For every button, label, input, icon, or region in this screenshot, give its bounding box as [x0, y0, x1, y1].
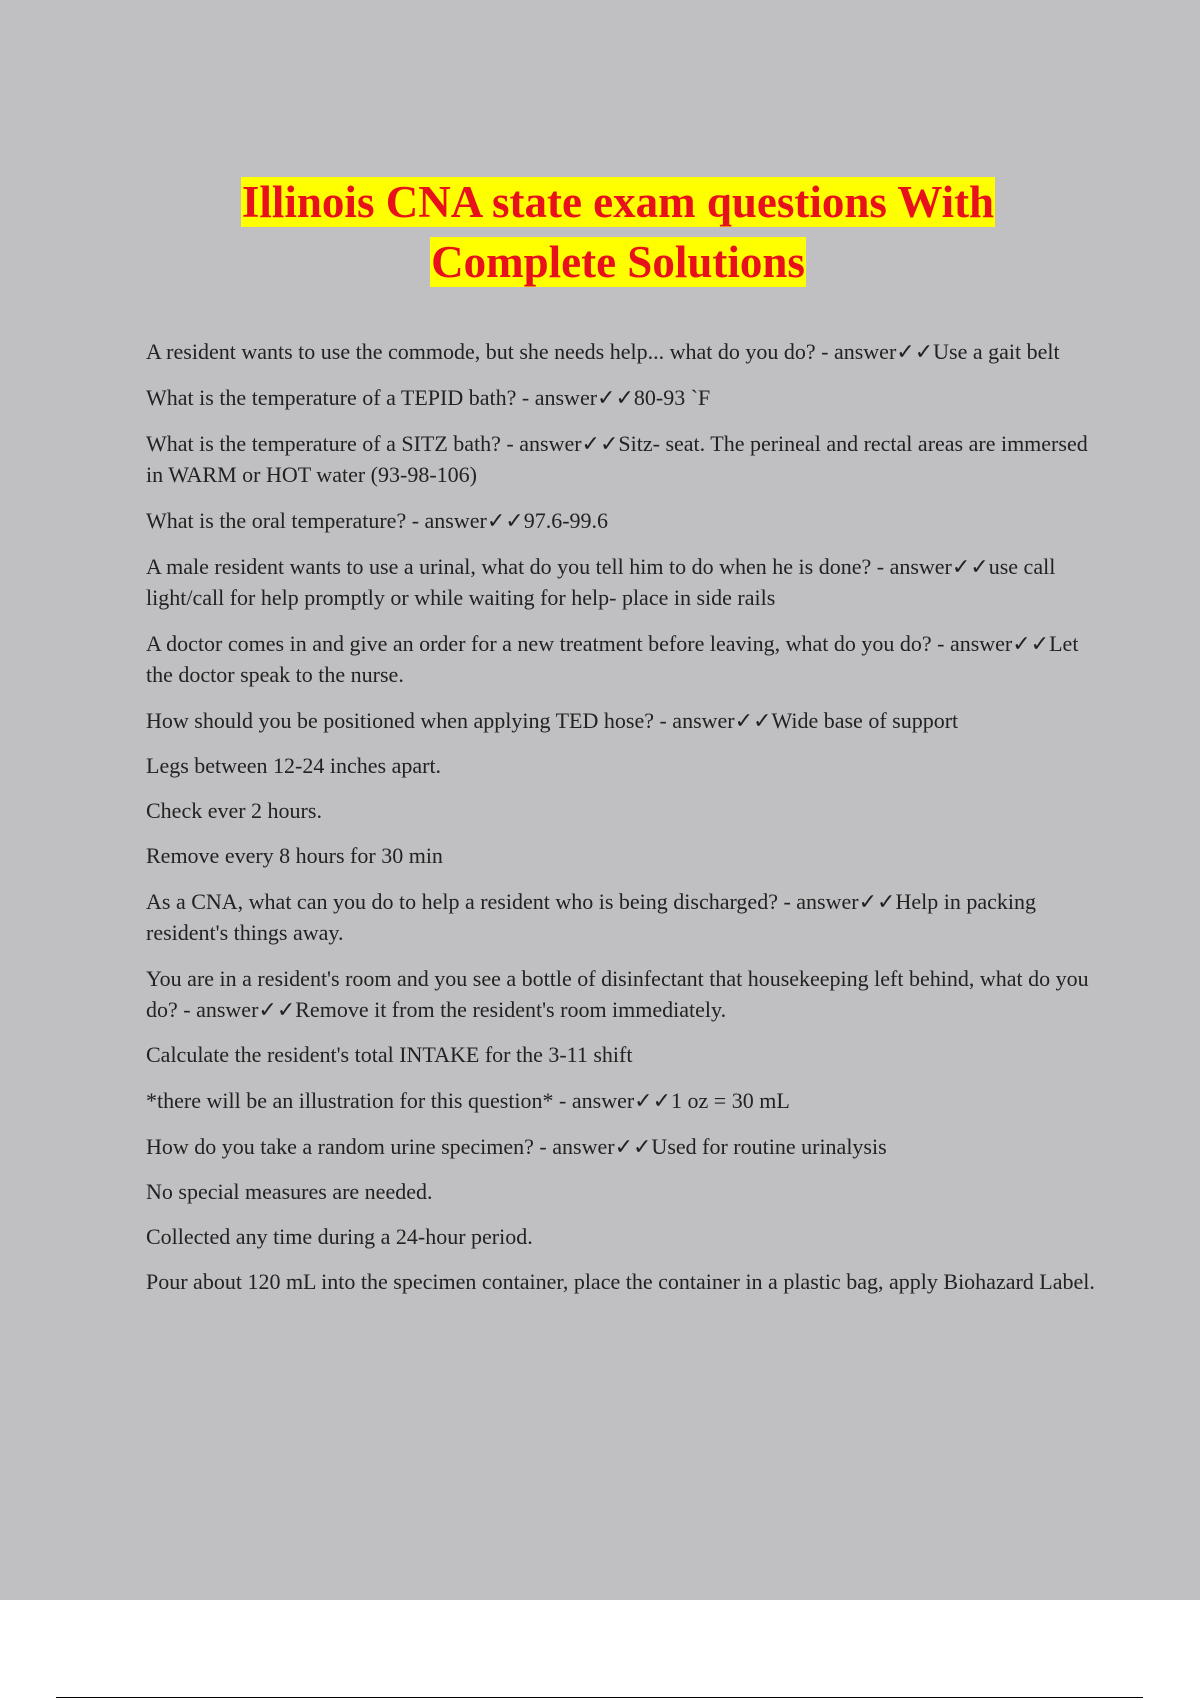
paragraph: Check ever 2 hours. — [146, 798, 322, 823]
title-line-1: Illinois CNA state exam questions With — [241, 177, 995, 227]
paragraph: Collected any time during a 24-hour period. — [146, 1224, 533, 1249]
paragraph: Remove every 8 hours for 30 min — [146, 843, 443, 868]
paragraph: How do you take a random urine specimen? - answer✓✓Used for routine urinalysis — [146, 1134, 887, 1159]
document-title — [0, 172, 1200, 292]
paragraph: A resident wants to use the commode, but she needs help... what do you do? - answer✓✓Use a gait belt — [146, 339, 1060, 364]
footer-divider — [56, 1697, 1143, 1698]
paragraph: You are in a resident's room and you see a bottle of disinfectant that housekeeping left behind, what do you do? - answer✓✓Remove it from the resident's room immediately. — [146, 966, 1089, 1022]
paragraph: What is the temperature of a SITZ bath? - answer✓✓Sitz- seat. The perineal and rectal areas are immersed in WARM or HOT water (93-98-106) — [146, 431, 1088, 487]
paragraph: How should you be positioned when applying TED hose? - answer✓✓Wide base of support — [146, 708, 959, 733]
paragraph: What is the temperature of a TEPID bath? - answer✓✓80-93 `F — [146, 385, 711, 410]
paragraph: As a CNA, what can you do to help a resident who is being discharged? - answer✓✓Help in packing resident's things away. — [146, 889, 1036, 945]
paragraph: A male resident wants to use a urinal, what do you tell him to do when he is done? - answer✓✓use call light/call for help promptly or while waiting for help- place in side rails — [146, 554, 1056, 610]
paragraph: Legs between 12-24 inches apart. — [146, 753, 442, 778]
title-line-2: Complete Solutions — [431, 237, 805, 287]
paragraph: What is the oral temperature? - answer✓✓97.6-99.6 — [146, 508, 609, 533]
document-body — [146, 336, 1096, 1312]
paragraph: A doctor comes in and give an order for a new treatment before leaving, what do you do? - answer✓✓Let the doctor speak to the nurse. — [146, 631, 1079, 687]
paragraph: Calculate the resident's total INTAKE for the 3-11 shift — [146, 1042, 633, 1067]
paragraph: Pour about 120 mL into the specimen container, place the container in a plastic bag, apply Biohazard Label. — [146, 1269, 1095, 1294]
paragraph: No special measures are needed. — [146, 1179, 433, 1204]
paragraph: *there will be an illustration for this question* - answer✓✓1 oz = 30 mL — [146, 1088, 790, 1113]
